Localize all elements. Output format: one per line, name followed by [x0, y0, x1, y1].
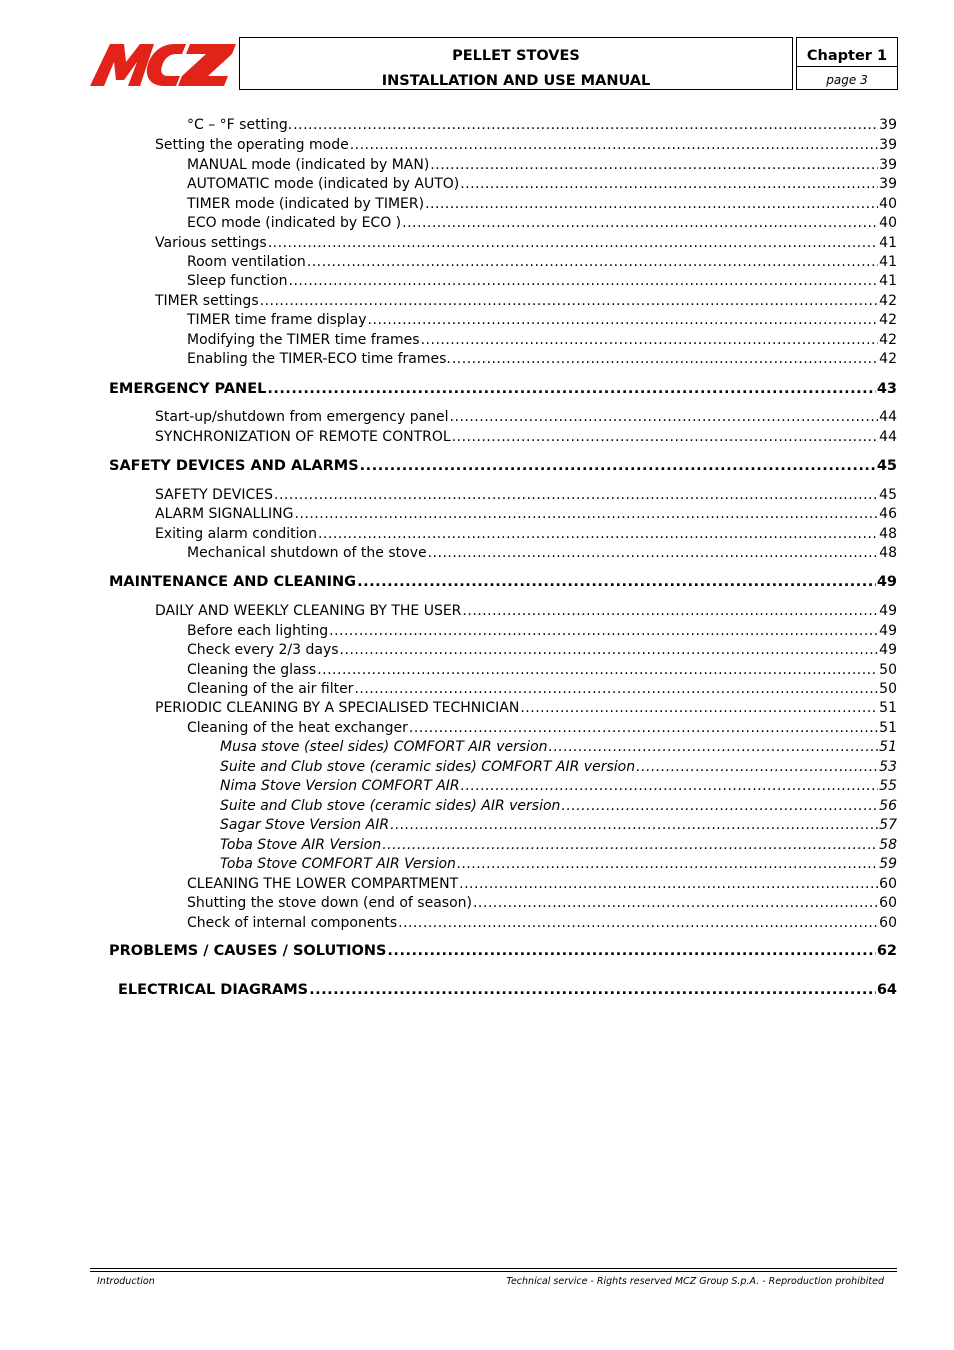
toc-dot-leader	[428, 544, 879, 562]
toc-entry[interactable]	[187, 156, 897, 174]
header-subtitle: INSTALLATION AND USE MANUAL	[381, 73, 651, 89]
toc-entry[interactable]	[220, 797, 897, 815]
chapter-divider	[797, 66, 897, 67]
toc-dot-leader	[382, 836, 878, 854]
toc-entry-title: ECO mode (indicated by ECO )	[187, 215, 402, 231]
toc-entry-title: Shutting the stove down (end of season)	[187, 895, 472, 911]
toc-entry-title: Modifying the TIMER time frames	[187, 332, 420, 348]
toc-entry[interactable]	[187, 116, 897, 134]
toc-entry[interactable]	[109, 942, 897, 960]
toc-entry[interactable]	[187, 311, 897, 329]
toc-dot-leader	[289, 272, 879, 290]
toc-entry[interactable]	[187, 214, 897, 232]
toc-entry[interactable]	[187, 622, 897, 640]
header-title-box	[239, 37, 793, 90]
toc-entry-title: ALARM SIGNALLING	[155, 506, 294, 522]
toc-entry-title: Toba Stove AIR Version	[220, 837, 382, 853]
toc-dot-leader	[267, 380, 875, 398]
toc-entry-page: 64	[876, 982, 897, 998]
toc-entry-page: 58	[879, 837, 897, 853]
toc-entry-title: PERIODIC CLEANING BY A SPECIALISED TECHNICIAN	[155, 700, 520, 716]
toc-entry[interactable]	[187, 331, 897, 349]
toc-entry-title: PROBLEMS / CAUSES / SOLUTIONS	[109, 943, 387, 959]
toc-entry[interactable]	[109, 380, 897, 398]
toc-entry-title: Musa stove (steel sides) COMFORT AIR version	[220, 739, 548, 755]
toc-dot-leader	[357, 573, 876, 591]
toc-entry[interactable]	[187, 894, 897, 912]
toc-entry-page: 45	[876, 458, 897, 474]
header-chapter-box	[796, 37, 898, 90]
toc-dot-leader	[450, 408, 879, 426]
toc-entry[interactable]	[220, 836, 897, 854]
toc-entry[interactable]	[187, 544, 897, 562]
toc-dot-leader	[317, 661, 878, 679]
toc-dot-leader	[398, 914, 878, 932]
toc-dot-leader	[421, 331, 879, 349]
toc-entry-title: Cleaning of the air filter	[187, 681, 354, 697]
toc-entry-title: Sleep function	[187, 273, 288, 289]
toc-entry[interactable]	[187, 253, 897, 271]
toc-dot-leader	[354, 680, 878, 698]
toc-entry[interactable]	[220, 777, 897, 795]
toc-entry-page: 51	[879, 700, 897, 716]
toc-entry-title: DAILY AND WEEKLY CLEANING BY THE USER	[155, 603, 462, 619]
toc-entry-page: 51	[879, 720, 897, 736]
toc-entry-title: AUTOMATIC mode (indicated by AUTO)	[187, 176, 460, 192]
toc-entry-page: 48	[879, 526, 897, 542]
toc-entry-page: 41	[879, 235, 897, 251]
toc-entry-page: 42	[879, 332, 897, 348]
toc-entry-title: SAFETY DEVICES AND ALARMS	[109, 458, 359, 474]
toc-entry[interactable]	[220, 816, 897, 834]
toc-dot-leader	[318, 525, 878, 543]
toc-entry[interactable]	[220, 738, 897, 756]
toc-entry-page: 39	[879, 137, 897, 153]
toc-entry-page: 48	[879, 545, 897, 561]
toc-entry-title: TIMER mode (indicated by TIMER)	[187, 196, 425, 212]
toc-dot-leader	[387, 942, 875, 960]
toc-entry-page: 42	[879, 293, 897, 309]
toc-dot-leader	[425, 195, 878, 213]
toc-entry-page: 44	[879, 429, 897, 445]
toc-entry-page: 44	[879, 409, 897, 425]
toc-entry-page: 60	[879, 915, 897, 931]
toc-entry-page: 40	[879, 196, 897, 212]
toc-dot-leader	[340, 641, 879, 659]
toc-entry[interactable]	[187, 641, 897, 659]
toc-entry-page: 49	[879, 642, 897, 658]
toc-dot-leader	[462, 602, 878, 620]
toc-dot-leader	[452, 428, 878, 446]
toc-entry-page: 55	[879, 778, 897, 794]
toc-entry-page: 43	[876, 381, 897, 397]
toc-dot-leader	[402, 214, 878, 232]
toc-entry-page: 53	[879, 759, 897, 775]
toc-dot-leader	[268, 234, 878, 252]
toc-entry-title: Suite and Club stove (ceramic sides) AIR version	[220, 798, 561, 814]
toc-entry-page: 49	[879, 623, 897, 639]
mcz-logo	[90, 42, 238, 88]
toc-entry-page: 49	[879, 603, 897, 619]
toc-entry-title: Sagar Stove Version AIR	[220, 817, 390, 833]
toc-dot-leader	[409, 719, 878, 737]
toc-entry[interactable]	[155, 602, 897, 620]
toc-entry-title: Start-up/shutdown from emergency panel	[155, 409, 449, 425]
toc-entry[interactable]	[155, 428, 897, 446]
toc-entry[interactable]	[187, 195, 897, 213]
toc-entry-page: 42	[879, 312, 897, 328]
toc-entry[interactable]	[155, 234, 897, 252]
toc-entry[interactable]	[155, 136, 897, 154]
toc-dot-leader	[460, 175, 878, 193]
toc-entry-page: 62	[876, 943, 897, 959]
toc-dot-leader	[295, 505, 879, 523]
toc-entry-page: 49	[876, 574, 897, 590]
footer-rule	[90, 1268, 897, 1269]
toc-entry-title: Check every 2/3 days	[187, 642, 339, 658]
toc-entry-title: Nima Stove Version COMFORT AIR	[220, 778, 460, 794]
toc-entry[interactable]	[155, 486, 897, 504]
toc-entry-page: 60	[879, 876, 897, 892]
toc-entry[interactable]	[155, 699, 897, 717]
toc-entry-title: SYNCHRONIZATION OF REMOTE CONTROL	[155, 429, 451, 445]
toc-entry-title: MANUAL mode (indicated by MAN)	[187, 157, 430, 173]
toc-dot-leader	[461, 777, 879, 795]
toc-dot-leader	[473, 894, 878, 912]
toc-entry-page: 51	[879, 739, 897, 755]
mcz-logo-mark	[90, 42, 238, 88]
toc-entry[interactable]	[155, 505, 897, 523]
toc-dot-leader	[329, 622, 878, 640]
page-number: page 3	[826, 73, 868, 87]
toc-entry-page: 50	[879, 662, 897, 678]
toc-dot-leader	[561, 797, 878, 815]
toc-entry[interactable]	[187, 661, 897, 679]
toc-entry-page: 40	[879, 215, 897, 231]
toc-entry[interactable]	[187, 272, 897, 290]
toc-entry-title: Cleaning of the heat exchanger	[187, 720, 408, 736]
toc-entry[interactable]	[109, 457, 897, 475]
toc-entry-title: Enabling the TIMER-ECO time frames.	[187, 351, 451, 367]
toc-entry-title: Setting the operating mode	[155, 137, 349, 153]
toc-entry[interactable]	[187, 875, 897, 893]
toc-entry-page: 50	[879, 681, 897, 697]
toc-entry-title: Room ventilation	[187, 254, 306, 270]
toc-entry[interactable]	[187, 719, 897, 737]
toc-entry-title: Cleaning the glass	[187, 662, 317, 678]
toc-entry-title: Suite and Club stove (ceramic sides) COMFORT AIR version	[220, 759, 636, 775]
toc-dot-leader	[459, 875, 878, 893]
toc-entry-title: °C – °F setting.	[187, 117, 293, 133]
footer-rights: Technical service - Rights reserved MCZ Group S.p.A. - Reproduction prohibited	[506, 1276, 884, 1287]
toc-dot-leader	[430, 156, 878, 174]
toc-dot-leader	[636, 758, 878, 776]
toc-dot-leader	[360, 457, 876, 475]
toc-entry[interactable]	[220, 758, 897, 776]
toc-dot-leader	[452, 350, 878, 368]
toc-entry-title: ELECTRICAL DIAGRAMS	[118, 982, 309, 998]
toc-entry-title: EMERGENCY PANEL	[109, 381, 267, 397]
toc-entry[interactable]	[187, 680, 897, 698]
toc-entry-title: CLEANING THE LOWER COMPARTMENT	[187, 876, 459, 892]
toc-entry-title: Check of internal components	[187, 915, 398, 931]
toc-entry-page: 56	[879, 798, 897, 814]
toc-entry-page: 39	[879, 176, 897, 192]
toc-entry-title: MAINTENANCE AND CLEANING	[109, 574, 357, 590]
toc-entry[interactable]	[187, 914, 897, 932]
toc-dot-leader	[293, 116, 878, 134]
toc-entry-title: SAFETY DEVICES	[155, 487, 274, 503]
chapter-label: Chapter 1	[806, 48, 888, 64]
toc-entry-title: TIMER time frame display	[187, 312, 367, 328]
toc-entry-page: 57	[879, 817, 897, 833]
toc-entry-title: TIMER settings	[155, 293, 259, 309]
toc-entry[interactable]	[155, 525, 897, 543]
toc-dot-leader	[520, 699, 878, 717]
toc-dot-leader	[457, 855, 878, 873]
toc-entry[interactable]	[220, 855, 897, 873]
toc-entry-page: 59	[879, 856, 897, 872]
toc-entry[interactable]	[109, 573, 897, 591]
toc-dot-leader	[260, 292, 879, 310]
toc-entry-title: Mechanical shutdown of the stove	[187, 545, 427, 561]
toc-entry-page: 46	[879, 506, 897, 522]
toc-dot-leader	[350, 136, 878, 154]
toc-dot-leader	[390, 816, 878, 834]
toc-entry-page: 60	[879, 895, 897, 911]
toc-dot-leader	[549, 738, 879, 756]
toc-entry-page: 41	[879, 254, 897, 270]
toc-entry-page: 39	[879, 157, 897, 173]
toc-dot-leader	[274, 486, 878, 504]
toc-entry-title: Various settings	[155, 235, 267, 251]
footer-rule	[90, 1271, 897, 1272]
toc-dot-leader	[307, 253, 878, 271]
footer-section: Introduction	[97, 1276, 155, 1287]
toc-entry[interactable]	[155, 408, 897, 426]
header-title: PELLET STOVES	[452, 48, 580, 64]
toc-entry[interactable]	[187, 350, 897, 368]
toc-entry-title: Before each lighting	[187, 623, 329, 639]
toc-entry-title: Toba Stove COMFORT AIR Version	[220, 856, 456, 872]
toc-entry-title: Exiting alarm condition	[155, 526, 317, 542]
toc-entry[interactable]	[187, 175, 897, 193]
toc-entry[interactable]	[155, 292, 897, 310]
toc-entry-page: 42	[879, 351, 897, 367]
toc-entry-page: 41	[879, 273, 897, 289]
toc-dot-leader	[368, 311, 879, 329]
toc-entry-page: 45	[879, 487, 897, 503]
toc-entry[interactable]	[118, 981, 897, 999]
toc-dot-leader	[309, 981, 876, 999]
toc-entry-page: 39	[879, 117, 897, 133]
